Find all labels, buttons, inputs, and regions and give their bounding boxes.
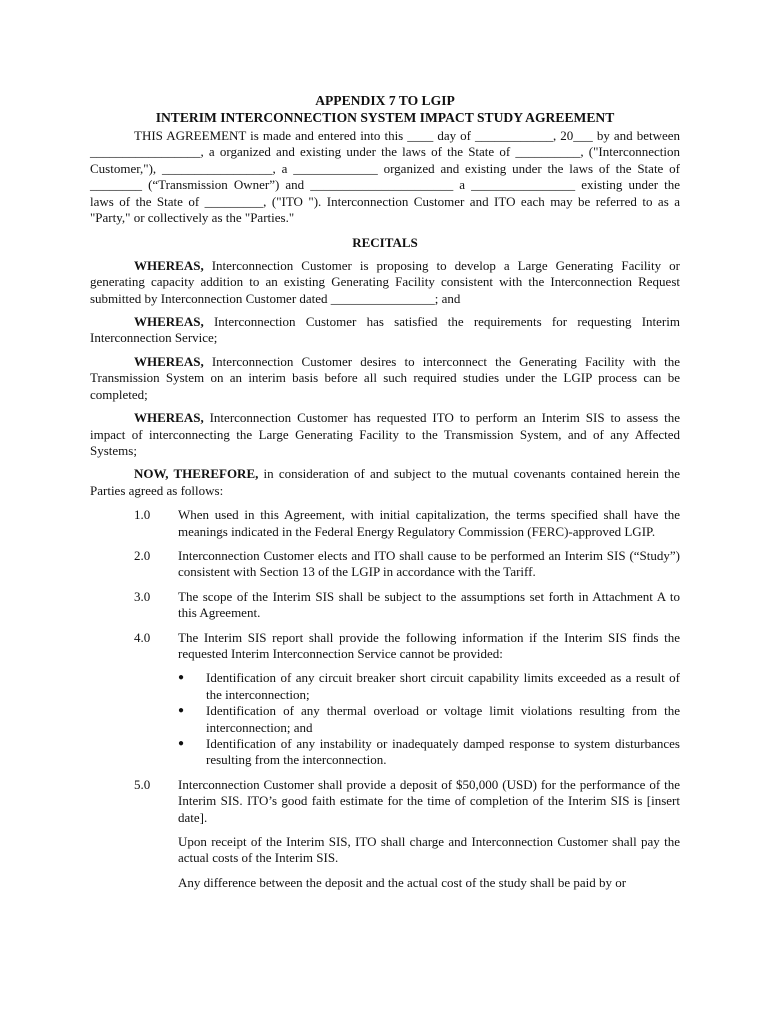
whereas-text: Interconnection Customer is proposing to develop a Large Generating Facility or generating capacity addition to an existing Generating Facility consistent with the Interconnection Request submitted by Interconnection Customer dated ________________; and bbox=[90, 257, 680, 306]
bullet-icon: ● bbox=[178, 738, 185, 749]
whereas-lead: WHEREAS, bbox=[134, 314, 204, 330]
whereas-paragraph-2 bbox=[90, 314, 680, 347]
clause-2 bbox=[90, 548, 680, 581]
list-item bbox=[178, 670, 680, 703]
bullet-text: Identification of any instability or inadequately damped response to system disturbances resulting from the interconnection. bbox=[206, 736, 680, 768]
clause-5-difference-paragraph: Any difference between the deposit and the actual cost of the study shall be paid by or bbox=[178, 874, 627, 890]
appendix-title: APPENDIX 7 TO LGIP bbox=[315, 93, 455, 108]
whereas-text: Interconnection Customer desires to interconnect the Generating Facility with the Transmission System on an interim basis before all such required studies under the LGIP process can be completed; bbox=[90, 353, 680, 402]
document-page bbox=[90, 92, 680, 891]
agreement-title: INTERIM INTERCONNECTION SYSTEM IMPACT STUDY AGREEMENT bbox=[155, 110, 615, 125]
clause-text: Interconnection Customer elects and ITO shall cause to be performed an Interim SIS (“Study”) consistent with Section 13 of the LGIP in accordance with the Tariff. bbox=[178, 547, 680, 580]
clause-number: 2.0 bbox=[134, 547, 151, 563]
bullet-icon: ● bbox=[178, 672, 185, 684]
bullet-text: Identification of any thermal overload or voltage limit violations resulting from the interconnection; and bbox=[206, 703, 680, 735]
list-item bbox=[178, 736, 680, 769]
clause-5 bbox=[90, 777, 680, 891]
clause-5-payment-paragraph: Upon receipt of the Interim SIS, ITO shall charge and Interconnection Customer shall pay the actual costs of the Interim SIS. bbox=[178, 834, 680, 866]
whereas-paragraph-1 bbox=[90, 258, 680, 307]
recitals-heading: RECITALS bbox=[352, 235, 418, 251]
intro-paragraph: THIS AGREEMENT is made and entered into this ____ day of ____________, 20___ by and between _________________, a organized and existing under the laws of the State of __________, ("Interconnection Customer,"), _________________, a _____________ organized and existing under the laws of the State of ________ (“Transmission Owner”) and ______________________ a ________________ existing under the laws of the State of _________, ("ITO "). Interconnection Customer and ITO each may be referred to as a "Party," or collectively as the "Parties." bbox=[90, 128, 680, 226]
bullet-icon: ● bbox=[178, 705, 185, 717]
now-therefore-lead: NOW, THEREFORE, bbox=[134, 466, 259, 482]
now-therefore-paragraph bbox=[90, 466, 680, 499]
clause-text: The scope of the Interim SIS shall be subject to the assumptions set forth in Attachment A to this Agreement. bbox=[178, 588, 680, 621]
clause-4 bbox=[90, 630, 680, 769]
clause-text: Interconnection Customer shall provide a deposit of $50,000 (USD) for the performance of the Interim SIS. ITO’s good faith estimate for the time of completion of the Interim SIS is [insert date]. bbox=[178, 776, 680, 825]
whereas-paragraph-3 bbox=[90, 354, 680, 403]
clause-number: 5.0 bbox=[134, 776, 151, 792]
clause-1 bbox=[90, 507, 680, 540]
bullet-list bbox=[178, 670, 680, 768]
bullet-text: Identification of any circuit breaker short circuit capability limits exceeded as a result of the interconnection; bbox=[206, 670, 680, 702]
clause-number: 3.0 bbox=[134, 588, 151, 604]
clause-text: When used in this Agreement, with initial capitalization, the terms specified shall have the meanings indicated in the Federal Energy Regulatory Commission (FERC)-approved LGIP. bbox=[178, 507, 680, 539]
list-item bbox=[178, 703, 680, 736]
whereas-text: Interconnection Customer has satisfied the requirements for requesting Interim Interconnection Service; bbox=[90, 314, 680, 346]
clause-number: 4.0 bbox=[134, 629, 151, 645]
clause-number: 1.0 bbox=[134, 507, 151, 523]
clause-3 bbox=[90, 589, 680, 622]
whereas-text: Interconnection Customer has requested ITO to perform an Interim SIS to assess the impact of interconnecting the Large Generating Facility to the Transmission System, and of any Affected Systems; bbox=[90, 410, 680, 458]
whereas-lead: WHEREAS, bbox=[134, 353, 204, 369]
whereas-lead: WHEREAS, bbox=[134, 410, 204, 426]
now-therefore-text: in consideration of and subject to the mutual covenants contained herein the Parties agreed as follows: bbox=[90, 466, 680, 498]
clause-text: The Interim SIS report shall provide the following information if the Interim SIS finds the requested Interim Interconnection Service cannot be provided: bbox=[178, 629, 680, 661]
whereas-paragraph-4 bbox=[90, 410, 680, 459]
whereas-lead: WHEREAS, bbox=[134, 257, 204, 273]
